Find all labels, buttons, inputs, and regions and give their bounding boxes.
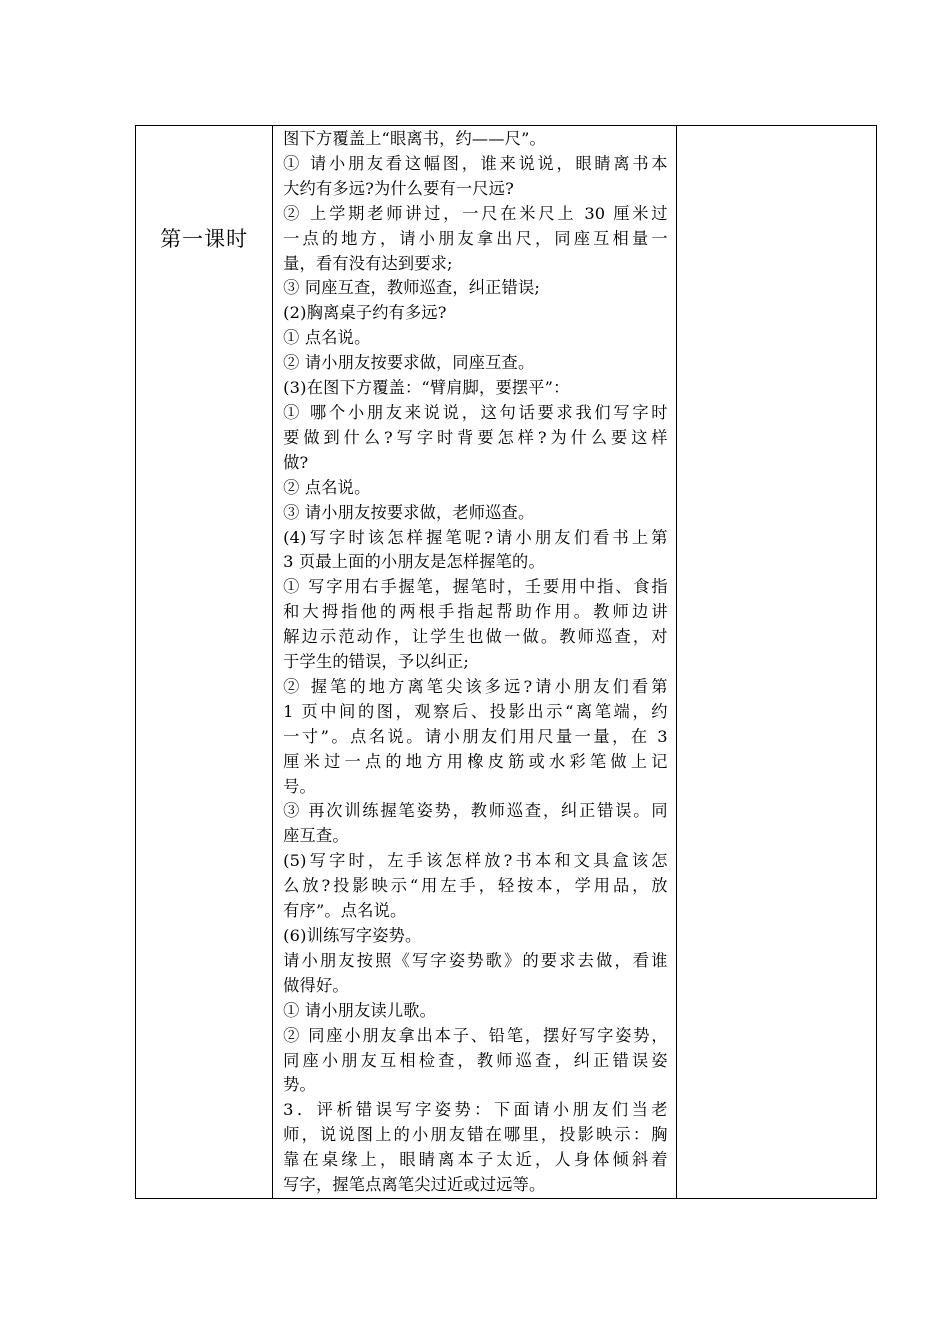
- content-line: ② 请小朋友按要求做，同座互查。: [283, 353, 535, 373]
- content-line: 于学生的错误，予以纠正;: [283, 652, 470, 672]
- content-line: 么放?投影映示“用左手，轻按本，学用品，放: [283, 876, 668, 896]
- content-line: 图下方覆盖上“眼离书，约——尺”。: [283, 129, 546, 148]
- content-line: 大约有多远?为什么要有一尺远?: [283, 178, 514, 198]
- content-line: ③ 再次训练握笔姿势，教师巡查，纠正错误。同: [283, 801, 668, 821]
- content-line: ① 请小朋友读儿歌。: [283, 1000, 437, 1020]
- content-line: 座互查。: [283, 826, 349, 846]
- content-line: ③ 同座互查，教师巡查，纠正错误;: [283, 278, 540, 298]
- content-line: 一点的地方，请小朋友拿出尺，同座互相量一: [283, 228, 668, 248]
- content-line: 做得好。: [283, 975, 349, 995]
- lesson-content-cell: [273, 126, 677, 1199]
- period-label: 第一课时: [136, 126, 273, 1199]
- content-line: ③ 请小朋友按要求做，老师巡查。: [283, 502, 535, 522]
- content-line: 请小朋友按照《写字姿势歌》的要求去做，看谁: [283, 950, 668, 970]
- content-line: ② 同座小朋友拿出本子、铅笔，摆好写字姿势，: [283, 1025, 668, 1045]
- content-line: 解边示范动作，让学生也做一做。教师巡查，对: [283, 627, 668, 647]
- content-line: 师，说说图上的小朋友错在哪里，投影映示：胸: [283, 1125, 668, 1145]
- content-line: ① 写字用右手握笔，握笔时，壬要用中指、食指: [283, 577, 668, 597]
- content-line: ② 上学期老师讲过，一尺在米尺上 30 厘米过: [283, 203, 668, 223]
- content-line: 和大拇指他的两根手指起帮助作用。教师边讲: [283, 602, 668, 622]
- content-line: 同座小朋友互相检查，教师巡查，纠正错误姿: [283, 1050, 668, 1070]
- content-line: 厘米过一点的地方用橡皮筋或水彩笔做上记: [283, 751, 668, 771]
- content-line: ① 哪个小朋友来说说，这句话要求我们写字时: [283, 402, 668, 422]
- content-line: ① 请小朋友看这幅图，谁来说说，眼睛离书本: [283, 153, 668, 173]
- content-line: 势。: [283, 1075, 316, 1095]
- content-line: 做?: [283, 452, 309, 472]
- lesson-content: [283, 127, 668, 1198]
- content-line: (4)写字时该怎样握笔呢?请小朋友们看书上第: [283, 527, 668, 547]
- content-line: (6)训练写字姿势。: [283, 926, 422, 945]
- content-line: 一寸”。点名说。请小朋友们用尺量一量，在 3: [283, 726, 668, 746]
- content-line: 写字，握笔点离笔尖过近或过远等。: [283, 1175, 546, 1195]
- content-line: ② 点名说。: [283, 477, 371, 497]
- content-line: ① 点名说。: [283, 328, 371, 348]
- content-line: (2)胸离桌子约有多远?: [283, 303, 447, 323]
- content-line: 要做到什么?写字时背要怎样?为什么要这样: [283, 427, 668, 447]
- content-line: 3 页最上面的小朋友是怎样握笔的。: [283, 552, 545, 572]
- content-line: (3)在图下方覆盖：“臂肩脚，要摆平”：: [283, 378, 570, 398]
- content-line: 1 页中间的图，观察后、投影出示“离笔端，约: [283, 701, 668, 721]
- content-line: 3．评析错误写字姿势：下面请小朋友们当老: [283, 1100, 668, 1120]
- content-line: 号。: [283, 776, 316, 796]
- content-line: 靠在桌缘上，眼睛离本子太近，人身体倾斜着: [283, 1150, 668, 1170]
- content-line: ② 握笔的地方离笔尖该多远?请小朋友们看第: [283, 676, 668, 696]
- content-line: (5)写字时，左手该怎样放?书本和文具盒该怎: [283, 851, 668, 871]
- table-row: [136, 126, 877, 1199]
- content-line: 有序”。点名说。: [283, 901, 407, 921]
- lesson-plan-table: [135, 125, 877, 1199]
- remarks-cell: [676, 126, 876, 1199]
- content-line: 量，看有没有达到要求;: [283, 253, 453, 273]
